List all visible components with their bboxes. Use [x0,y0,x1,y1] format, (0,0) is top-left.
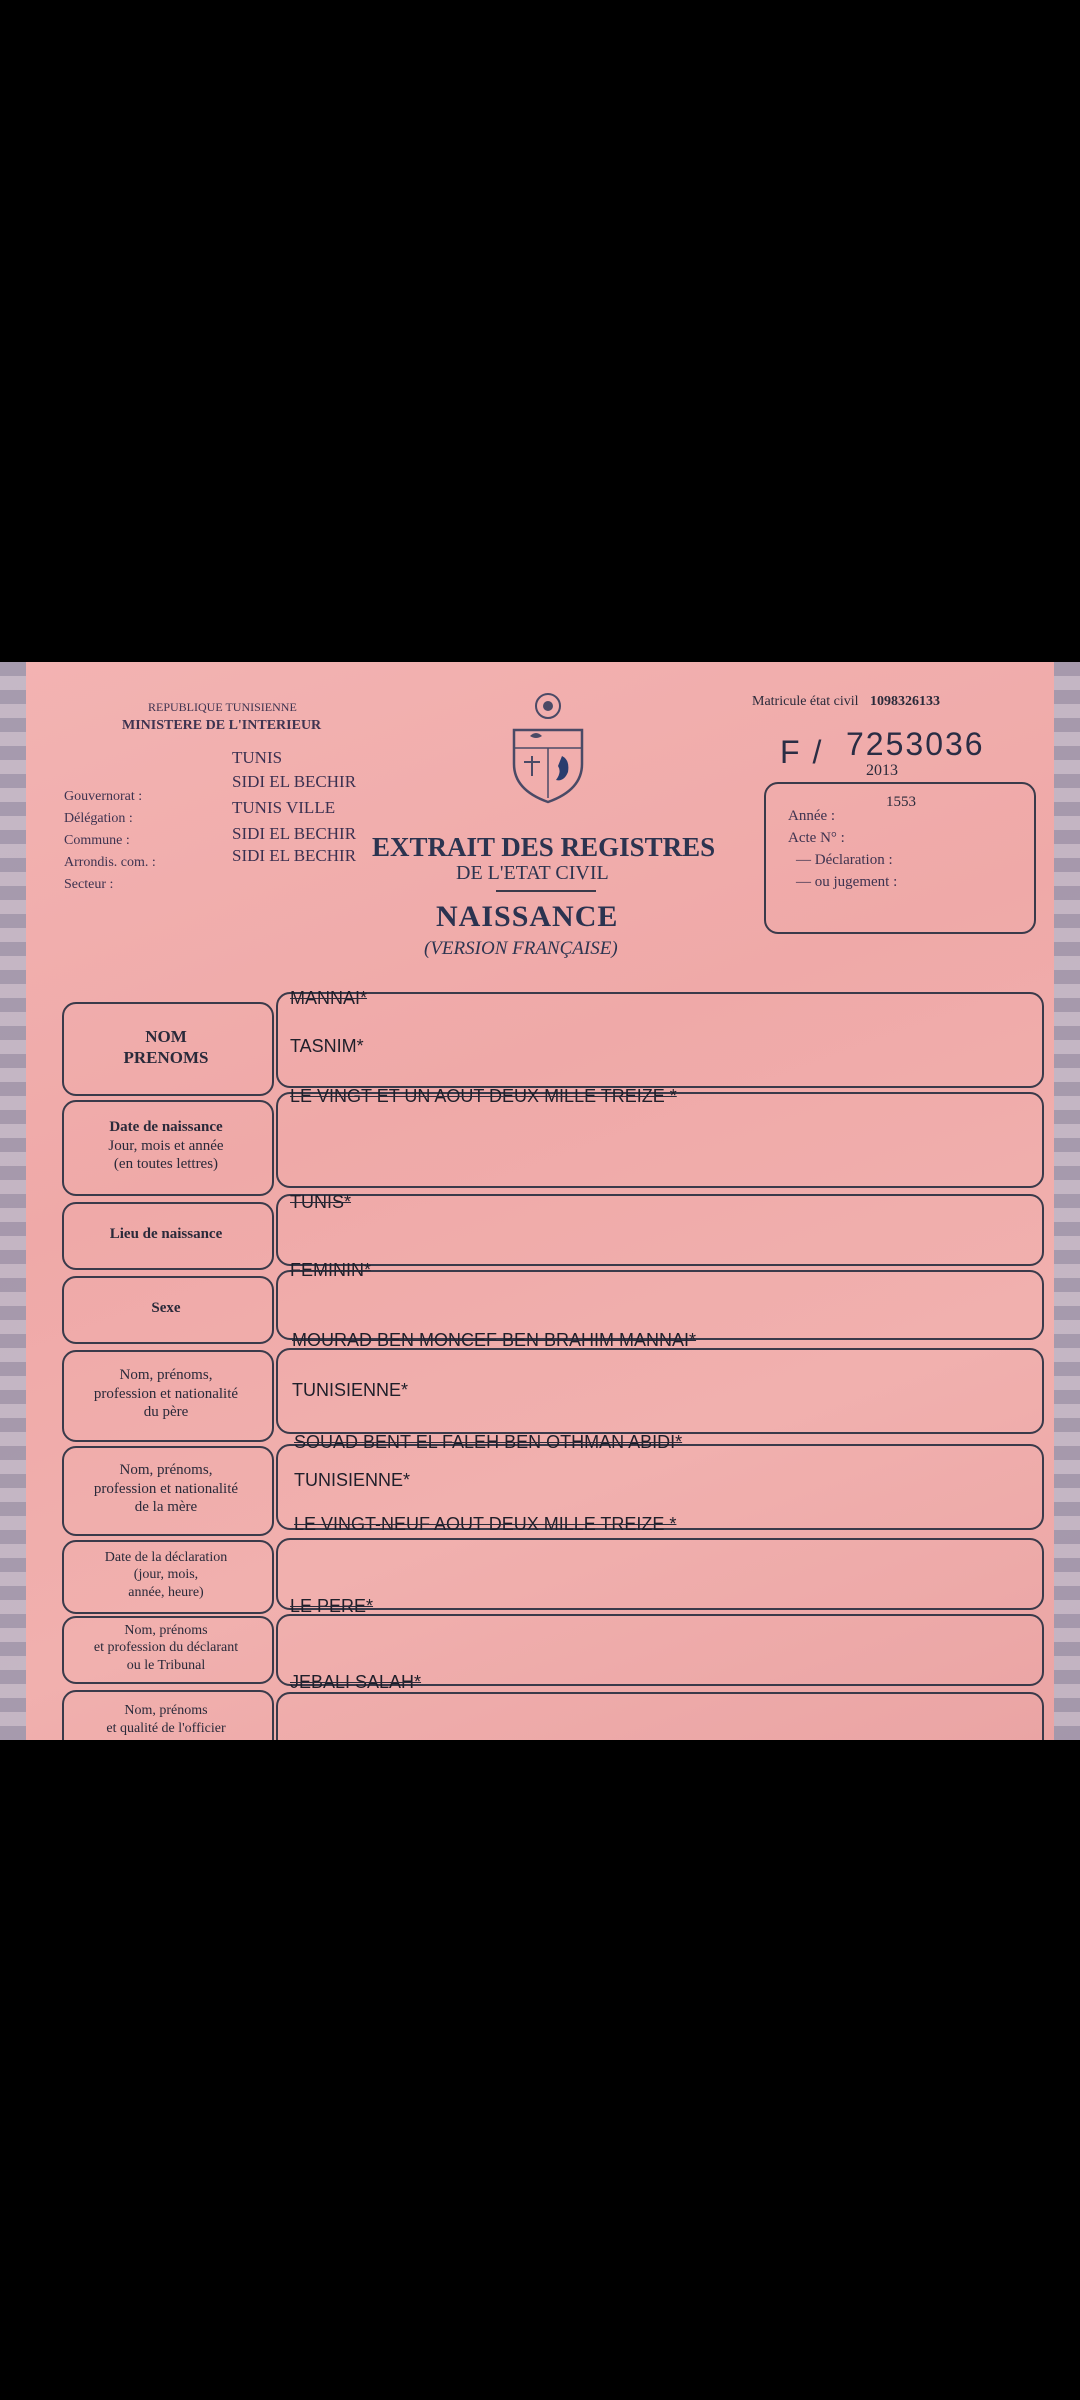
label-mere: Nom, prénoms, profession et nationalité de la mère [93,1461,239,1516]
value-prenoms: TASNIM* [290,1036,364,1056]
location-label-secteur: Secteur : [64,877,114,892]
row-value-box-nom [276,992,1044,1088]
document-version: (VERSION FRANÇAISE) [424,938,618,959]
ministry-label: MINISTERE DE L'INTERIEUR [122,718,322,733]
row-value-box-declaration [276,1538,1044,1610]
label-declarant: Nom, prénoms et profession du déclarant ou le Tribunal [93,1622,239,1673]
location-label-arrondissement: Arrondis. com. : [64,855,156,870]
right-decorative-border [1054,662,1080,1740]
acte-label: Acte N° : [788,830,845,846]
location-label-commune: Commune : [64,833,130,848]
serial-prefix: F / [780,734,824,770]
location-value-3: TUNIS VILLE [232,798,336,817]
label-sexe: Sexe [151,1299,181,1316]
value-mere-nom: SOUAD BENT EL FALEH BEN OTHMAN ABIDI* [294,1432,683,1452]
label-date-naissance: Date de naissance Jour, mois et année (en toutes lettres) [108,1118,224,1173]
document-type: NAISSANCE [436,900,619,933]
republic-label: REPUBLIQUE TUNISIENNE [148,700,297,714]
serial-number: 7253036 [846,726,985,762]
declaration-label: — Déclaration : [796,852,893,868]
value-pere-nom: MOURAD BEN MONCEF BEN BRAHIM MANNAI* [292,1330,697,1350]
title-divider [496,890,596,892]
label-pere: Nom, prénoms, profession et nationalité du père [93,1366,239,1421]
location-value-4: SIDI EL BECHIR [232,824,357,843]
label-officier: Nom, prénoms et qualité de l'officier [106,1703,226,1736]
value-declarant: LE PERE* [290,1596,374,1616]
value-date-naissance: LE VINGT ET UN AOUT DEUX MILLE TREIZE * [290,1086,677,1106]
value-pere-nationalite: TUNISIENNE* [292,1380,409,1400]
document-title: EXTRAIT DES REGISTRES [372,832,716,862]
label-nom-prenoms: NOM PRENOMS [123,1026,209,1067]
jugement-label: — ou jugement : [796,874,898,890]
matricule-label: Matricule état civil 1098326133 [752,694,941,709]
location-label-gouvernorat: Gouvernorat : [64,789,143,804]
value-nom: MANNAI* [290,988,368,1008]
value-date-declaration: LE VINGT-NEUF AOUT DEUX MILLE TREIZE * [294,1514,677,1534]
value-mere-nationalite: TUNISIENNE* [294,1470,411,1490]
birth-certificate-paper [0,662,1080,1740]
value-lieu-naissance: TUNIS* [290,1192,352,1212]
value-sexe: FEMININ* [290,1260,371,1280]
location-value-1: TUNIS [232,748,283,767]
value-tribunal: JEBALI SALAH* [290,1672,422,1692]
label-date-declaration: Date de la déclaration (jour, mois, année, heure) [104,1549,228,1600]
annee-value: 2013 [866,762,898,779]
document-subtitle: DE L'ETAT CIVIL [456,862,609,884]
location-value-5: SIDI EL BECHIR [232,846,357,865]
left-decorative-border [0,662,26,1740]
coat-of-arms-icon [500,690,596,806]
label-lieu-naissance: Lieu de naissance [109,1225,223,1242]
annee-label: Année : [788,808,836,824]
acte-value: 1553 [886,794,916,810]
location-value-2: SIDI EL BECHIR [232,772,357,791]
row-value-box-officier [276,1692,1044,1740]
row-value-box-lieu [276,1194,1044,1266]
location-label-delegation: Délégation : [64,811,133,826]
